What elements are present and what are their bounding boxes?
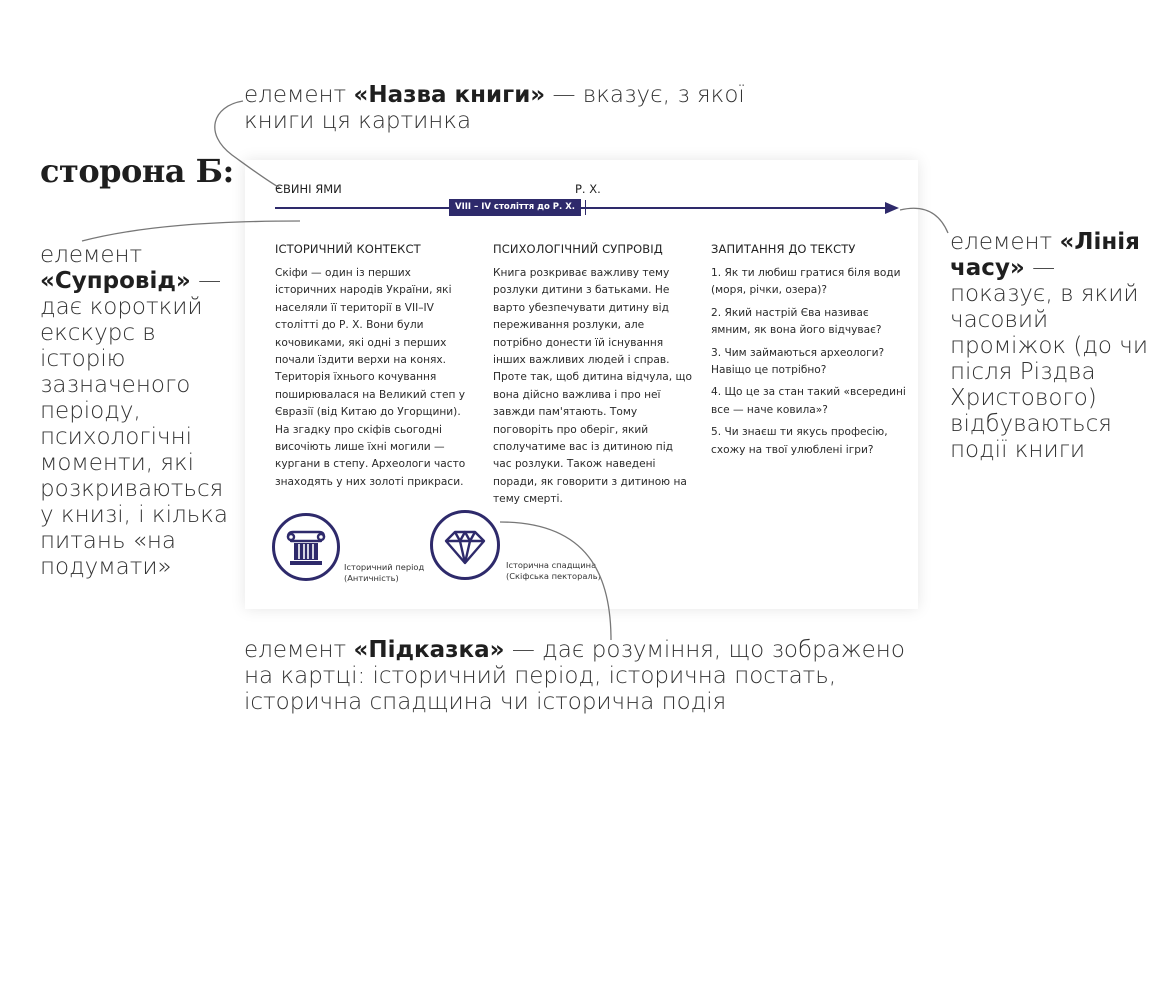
- column-heading: ЗАПИТАННЯ ДО ТЕКСТУ: [711, 242, 856, 256]
- column-heading: ПСИХОЛОГІЧНИЙ СУПРОВІД: [493, 242, 663, 256]
- book-name: ЄВИНІ ЯМИ: [275, 182, 342, 196]
- question-item: 3. Чим займаються археологи? Навіщо це потрібно?: [711, 346, 885, 377]
- side-title: сторона Б:: [40, 152, 234, 190]
- column-heading: ІСТОРИЧНИЙ КОНТЕКСТ: [275, 242, 421, 256]
- connector-accompaniment: [82, 221, 300, 241]
- annotation-hint: елемент «Підказка» — дає розуміння, що зображено на картці: історичний період, історична постать, історична спадщина чи історична подія: [244, 637, 905, 715]
- annotation-book-title: елемент «Назва книги» — вказує, з якої книги ця картинка: [244, 82, 745, 134]
- column-text: Скіфи — один із перших історичних народів України, які населяли її території в VII–IV столітті до Р. Х. Вони були кочовиками, які одні з перших почали їздити верхи на конях. Територія їхнього кочування поширювалася на Великий степ у Євразії (від Китаю до Угорщини). На згадку про скіфів сьогодні височіють лише їхні могили — кургани в степу. Археологи часто знаходять у них золоті прикраси.: [275, 267, 466, 488]
- question-item: 5. Чи знаєш ти якусь професію, схожу на твої улюблені ігри?: [711, 426, 888, 456]
- hint-caption: Історична спадщина (Скіфська пектораль): [506, 560, 601, 581]
- question-item: 1. Як ти любиш гратися біля води (моря, річки, озера)?: [711, 267, 901, 297]
- connector-book-title: [215, 101, 280, 188]
- question-item: 2. Який настрій Єва називає ямним, як вона його відчуває?: [711, 306, 882, 337]
- question-item: 4. Що це за стан такий «всередині все — наче ковила»?: [711, 386, 906, 416]
- connector-timeline: [900, 208, 948, 233]
- annotation-timeline: елемент «Лінія часу» — показує, в який часовий проміжок (до чи після Різдва Христового) відбуваються події книги: [950, 229, 1149, 463]
- hint-caption: Історичний період (Античність): [344, 562, 425, 583]
- annotation-accompaniment: елемент «Супровід» — дає короткий екскурс в історію зазначеного періоду, психологічні моменти, які розкриваються у книзі, і кілька питань «на подумати»: [40, 242, 228, 580]
- column-text: Книга розкриває важливу тему розлуки дитини з батьками. Не варто убезпечувати дитину від переживання розлуки, але потрібно донести їй існування інших важливих людей і справ. Проте так, щоб дитина відчула, що вона дійсно важлива і про неї завжди пам'ятають. Тому поговоріть про оберіг, який сполучатиме вас із дитиною під час розлуки. Також наведені поради, як говорити з дитиною на тему смерті.: [493, 267, 692, 506]
- connector-hint: [500, 522, 611, 640]
- timeline-marker-label: Р. Х.: [575, 182, 601, 196]
- timeline-badge: VIII – IV століття до Р. Х.: [449, 199, 581, 216]
